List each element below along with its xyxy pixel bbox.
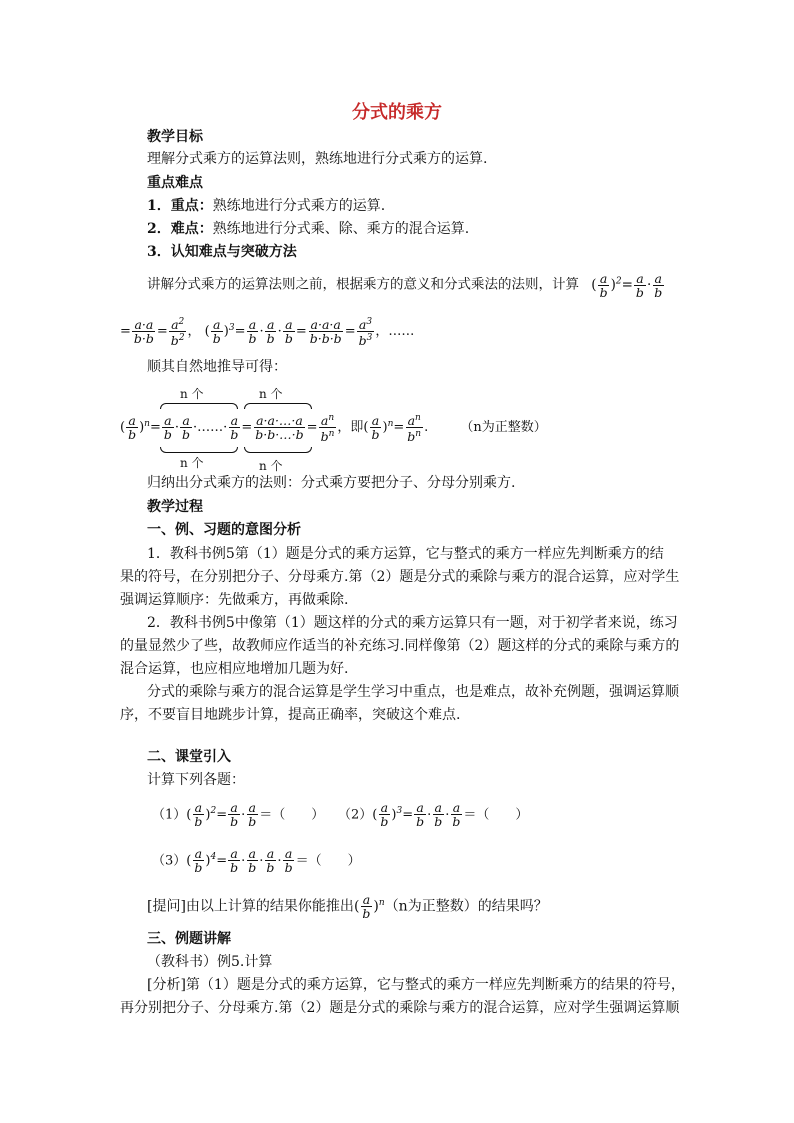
brace-bottom-1 [160, 447, 238, 453]
analysis-2: 再分别把分子、分母乘方.第（2）题是分式的乘除与乘方的混合运算，应对学生强调运算顺 [120, 1000, 680, 1016]
para-3a: 分式的乘除与乘方的混合运算是学生学习中重点，也是难点，故补充例题，强调运算顺 [147, 684, 679, 700]
n-label-top-1: n 个 [180, 387, 204, 401]
para-3b: 序，不要盲目地跳步计算，提高正确率，突破这个难点. [120, 707, 461, 723]
brace-top-2 [244, 403, 312, 409]
formula-intro: ( $\frac{a}{b}$ )$^2$= $\frac{a}{b}$ · $\frac{a}{b}$ [591, 270, 663, 300]
key-point-1-text: 熟练地进行分式乘方的运算. [212, 198, 386, 214]
brace-top-1 [160, 403, 238, 409]
key-point-2-text: 熟练地进行分式乘、除、乘方的混合运算. [212, 221, 470, 237]
heading-class-intro: 二、课堂引入 [147, 749, 231, 765]
key-point-3: 3．认知难点与突破方法 [147, 244, 297, 260]
para-2b: 的量显然少了些，故教师应作适当的补充练习.同样像第（2）题这样的分式的乘除与乘方的 [120, 638, 680, 654]
frac: $\frac{a}{b}$ [599, 270, 608, 300]
key-point-2-label: 2．难点： [147, 221, 213, 237]
n-positive-note: （n为正整数） [460, 420, 547, 436]
para-2a: 2．教科书例5中像第（1）题这样的分式的乘方运算只有一题，对于初学者来说，练习 [147, 615, 678, 631]
para-2c: 混合运算，也应相应地增加几题为好. [120, 661, 349, 677]
heading-teaching-process: 教学过程 [147, 499, 203, 515]
brace-bottom-2 [244, 447, 312, 453]
heading-examples: 三、例题讲解 [147, 931, 231, 947]
question-prompt: [提问]由以上计算的结果你能推出( $\frac{a}{b}$ )$^n$（n为正整数）的结果吗？ [147, 892, 548, 922]
exercise-1: （1）( $\frac{a}{b}$ )$^2$= $\frac{a}{b}$ · $\frac{a}{b}$ ＝（ ） [152, 800, 325, 830]
formula-line-2: = $\frac{a\cdot a}{b\cdot b}$ = $\frac{a^2}{b^2}$ ， ( $\frac{a}{b}$ )$^3$= $\frac{a}{b}$ · $\frac{a}{b}$ · $\frac{a}{b}$ = $\frac{a\cdot a\cdot a}{b\cdot b\cdot b}$ = $\frac{a^3}{b^3}$ ，…… [120, 317, 415, 349]
heading-teaching-goal: 教学目标 [147, 129, 203, 145]
compute-prompt: 计算下列各题： [147, 772, 245, 788]
key-point-1-label: 1．重点： [147, 198, 213, 214]
n-label-top-2: n 个 [259, 387, 283, 401]
para-1b: 果的符号，在分别把分子、分母乘方.第（2）题是分式的乘除与乘方的混合运算，应对学生 [120, 569, 680, 585]
exercise-3: （3）( $\frac{a}{b}$ )$^4$= $\frac{a}{b}$ · $\frac{a}{b}$ · $\frac{a}{b}$ · $\frac{a}{b}$ ＝（ ） [152, 846, 361, 876]
intro-line [147, 270, 665, 299]
para-1a: 1．教科书例5第（1）题是分式的乘方运算，它与整式的乘方一样应先判断乘方的结 [147, 546, 664, 562]
textbook-example: （教科书）例5.计算 [147, 954, 273, 970]
doc-title: 分式的乘方 [352, 102, 442, 123]
key-point-2 [147, 218, 469, 240]
goal-text: 理解分式乘方的运算法则，熟练地进行分式乘方的运算. [147, 151, 488, 167]
analysis-1: [分析]第（1）题是分式的乘方运算，它与整式的乘方一样应先判断乘方的结果的符号， [147, 977, 685, 993]
n-label-bottom-1: n 个 [180, 456, 204, 470]
n-label-bottom-2: n 个 [259, 459, 283, 473]
key-point-1 [147, 195, 385, 217]
exercise-2: （2）( $\frac{a}{b}$ )$^3$= $\frac{a}{b}$ · $\frac{a}{b}$ · $\frac{a}{b}$ ＝（ ） [338, 800, 529, 830]
heading-analysis: 一、例、习题的意图分析 [147, 522, 301, 538]
formula-derivation: ( $\frac{a}{b}$ )$^n$= $\frac{a}{b}$ · $\frac{a}{b}$ ·……· $\frac{a}{b}$ = $\frac{a\cdot a\cdot\dots\cdot a}{b\cdot b\cdot\dots\cdot b}$ = $\frac{a^n}{b^n}$ ，即( $\frac{a}{b}$ )$^n$= $\frac{a^n}{b^n}$ . （n为正整数） [120, 413, 547, 445]
intro-text: 讲解分式乘方的运算法则之前，根据乘方的意义和分式乘法的法则，计算 [147, 276, 579, 293]
rule-conclusion: 归纳出分式乘方的法则：分式乘方要把分子、分母分别乘方. [147, 475, 516, 491]
derive-text: 顺其自然地推导可得： [147, 359, 287, 375]
heading-key-points: 重点难点 [147, 175, 203, 191]
para-1c: 强调运算顺序：先做乘方，再做乘除. [120, 592, 349, 608]
